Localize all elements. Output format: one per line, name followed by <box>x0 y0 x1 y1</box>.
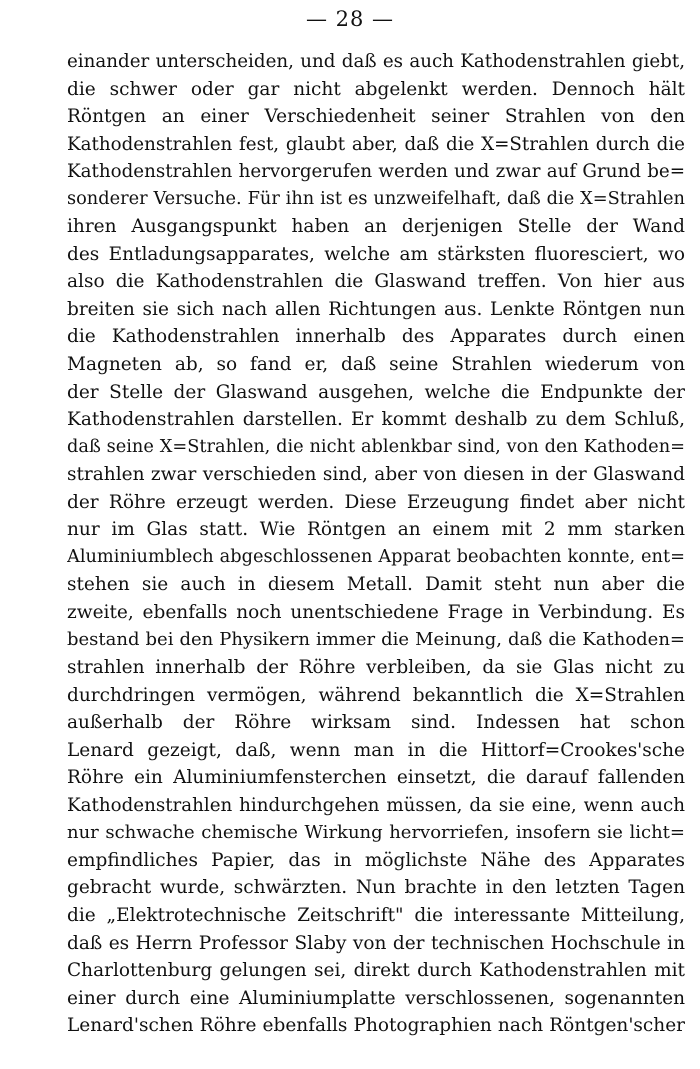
text-line: Kathodenstrahlen hervorgerufen werden und zwar auf Grund be= <box>67 161 685 183</box>
text-line: die Kathodenstrahlen innerhalb des Apparates durch einen <box>67 326 685 348</box>
text-line: strahlen zwar verschieden sind, aber von diesen in der Glaswand <box>67 464 685 486</box>
text-line: strahlen innerhalb der Röhre verbleiben, da sie Glas nicht zu <box>67 657 685 679</box>
text-line: Charlottenburg gelungen sei, direkt durch Kathodenstrahlen mit <box>67 960 685 982</box>
text-line: breiten sie sich nach allen Richtungen aus. Lenkte Röntgen nun <box>67 298 685 320</box>
text-line: des Entladungsapparates, welche am stärksten fluoresciert, wo <box>67 243 685 265</box>
text-line: Röntgen an einer Verschiedenheit seiner Strahlen von den <box>67 106 685 128</box>
text-line: daß seine X=Strahlen, die nicht ablenkbar sind, von den Kathoden= <box>67 436 685 457</box>
text-line: Lenard gezeigt, daß, wenn man in die Hittorf=Crookes'sche <box>67 739 685 761</box>
text-line: daß es Herrn Professor Slaby von der technischen Hochschule in <box>67 932 685 954</box>
text-line: einer durch eine Aluminiumplatte verschlossenen, sogenannten <box>67 987 685 1009</box>
text-line: Kathodenstrahlen fest, glaubt aber, daß die X=Strahlen durch die <box>67 133 685 155</box>
text-line: Kathodenstrahlen hindurchgehen müssen, da sie eine, wenn auch <box>67 794 685 816</box>
text-line: der Röhre erzeugt werden. Diese Erzeugung findet aber nicht <box>67 491 685 513</box>
text-line: zweite, ebenfalls noch unentschiedene Frage in Verbindung. Es <box>67 601 685 623</box>
text-line: also die Kathodenstrahlen die Glaswand treffen. Von hier aus <box>67 271 685 293</box>
text-line: Röhre ein Aluminiumfensterchen einsetzt, die darauf fallenden <box>67 767 685 789</box>
text-line: bestand bei den Physikern immer die Meinung, daß die Kathoden= <box>67 629 685 651</box>
text-line: gebracht wurde, schwärzten. Nun brachte in den letzten Tagen <box>67 877 685 899</box>
text-line: ihren Ausgangspunkt haben an derjenigen Stelle der Wand <box>67 216 685 238</box>
text-line: der Stelle der Glaswand ausgehen, welche die Endpunkte der <box>67 381 685 403</box>
text-line: Lenard'schen Röhre ebenfalls Photographien nach Röntgen'scher <box>67 1015 685 1037</box>
text-line: die schwer oder gar nicht abgelenkt werden. Dennoch hält <box>67 78 685 100</box>
text-line: Magneten ab, so fand er, daß seine Strahlen wiederum von <box>67 354 685 376</box>
text-line: Aluminiumblech abgeschlossenen Apparat beobachten konnte, ent= <box>67 546 685 567</box>
text-line: außerhalb der Röhre wirksam sind. Indessen hat schon <box>67 712 685 734</box>
text-line: einander unterscheiden, und daß es auch Kathodenstrahlen giebt, <box>67 51 685 72</box>
body-text <box>67 48 685 1040</box>
page-number: — 28 — <box>305 7 395 31</box>
text-line: sonderer Versuche. Für ihn ist es unzweifelhaft, daß die X=Strahlen <box>67 188 685 209</box>
text-line: nur schwache chemische Wirkung hervorriefen, insofern sie licht= <box>67 822 685 844</box>
text-line: Kathodenstrahlen darstellen. Er kommt deshalb zu dem Schluß, <box>67 409 685 431</box>
text-line: nur im Glas statt. Wie Röntgen an einem mit 2 mm starken <box>67 519 685 541</box>
text-line: stehen sie auch in diesem Metall. Damit steht nun aber die <box>67 574 685 596</box>
text-line: durchdringen vermögen, während bekanntlich die X=Strahlen <box>67 684 685 706</box>
text-line: die „Elektrotechnische Zeitschrift" die interessante Mitteilung, <box>67 904 685 926</box>
text-line: empfindliches Papier, das in möglichste Nähe des Apparates <box>67 849 685 871</box>
